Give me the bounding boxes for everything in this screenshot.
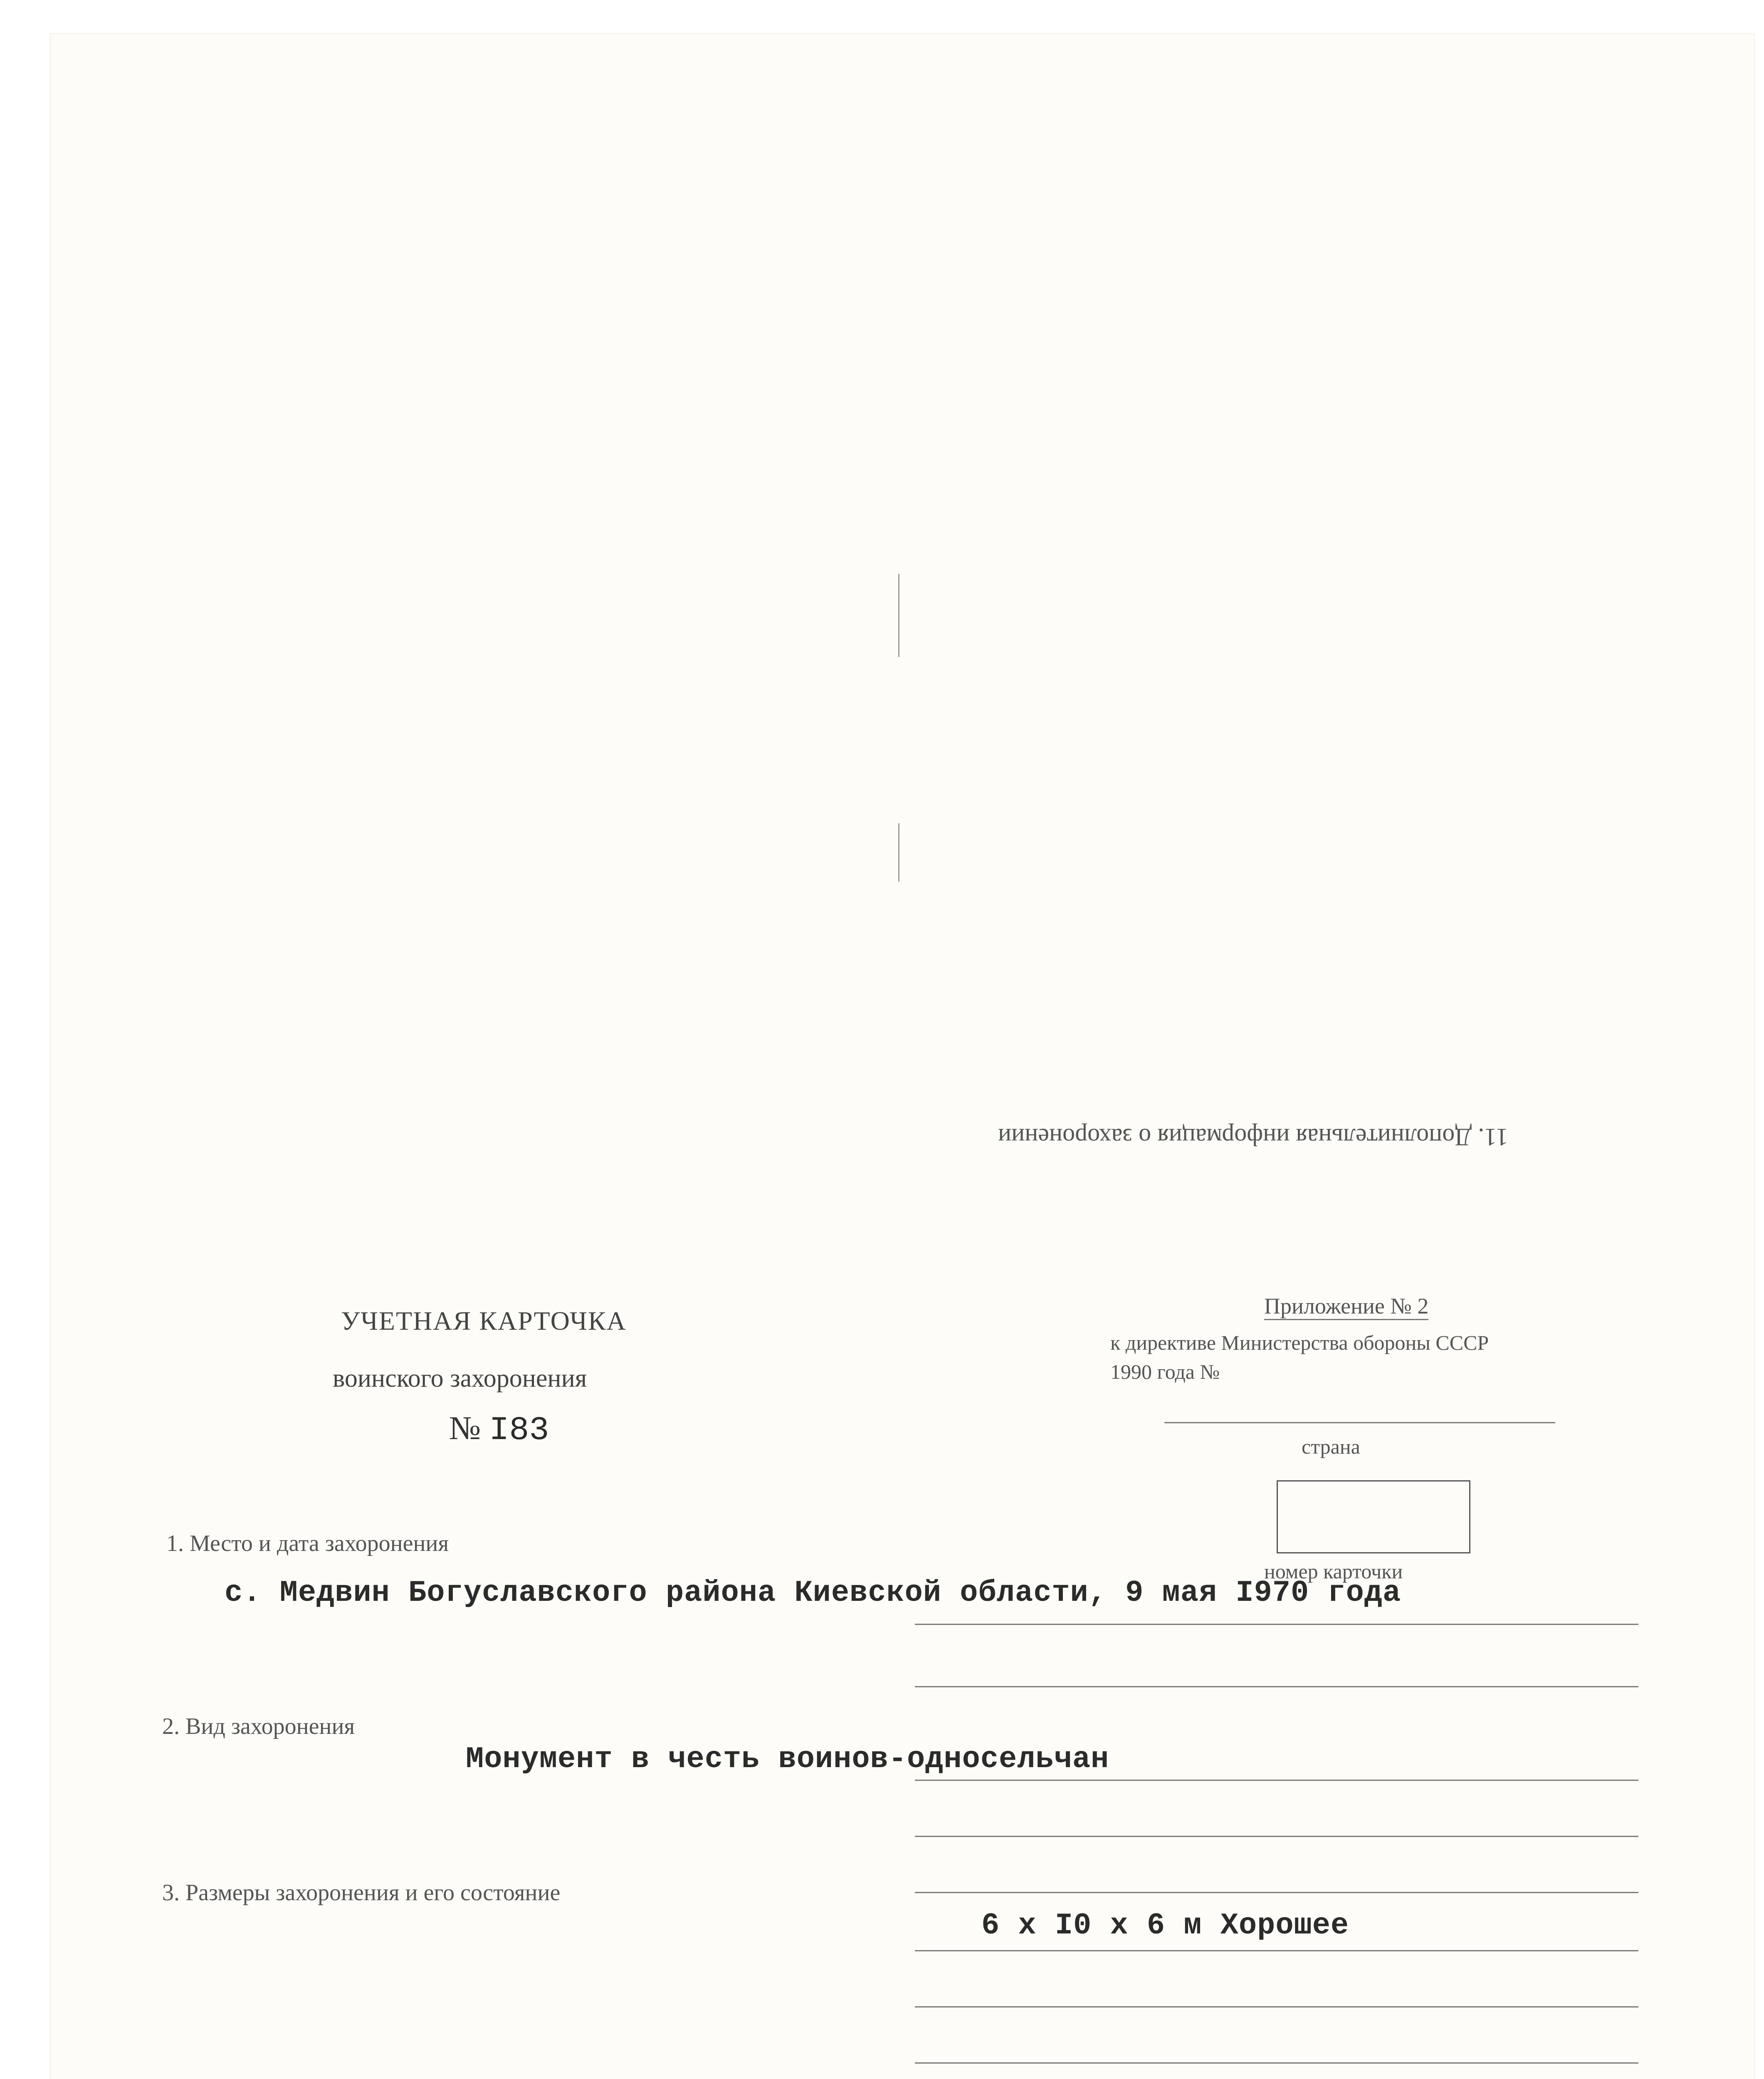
card-number — [449, 1410, 549, 1449]
card-number-value: I83 — [489, 1412, 549, 1449]
field3-label: 3. Размеры захоронения и его состояние — [162, 1880, 561, 1906]
appendix-directive: к директиве Министерства обороны СССР — [1110, 1331, 1489, 1354]
additional-info-note — [998, 1123, 1508, 1151]
card-title: УЧЕТНАЯ КАРТОЧКА — [341, 1306, 627, 1336]
card-number-box[interactable] — [1277, 1480, 1470, 1553]
appendix-label: Приложение № 2 — [1264, 1293, 1428, 1320]
field2-value: Монумент в честь воинов-односельчан — [466, 1742, 1109, 1776]
field1-line-2 — [915, 1686, 1638, 1687]
appendix-year: 1990 года № — [1110, 1360, 1220, 1383]
field1-line-1 — [915, 1624, 1638, 1625]
number-sign: № — [449, 1410, 481, 1447]
card-sheet — [50, 33, 1755, 2079]
field3-value: 6 х I0 х 6 м Хорошее — [981, 1909, 1349, 1943]
fold-mark-top — [898, 574, 899, 657]
additional-info-label: Дополнительная информация о захоронении — [998, 1123, 1472, 1151]
field2-line-3 — [915, 1892, 1638, 1893]
field3-line-1 — [915, 1950, 1638, 1951]
field1-label: 1. Место и дата захоронения — [166, 1531, 449, 1556]
card-subtitle: воинского захоронения — [333, 1364, 587, 1393]
field3-line-2 — [915, 2006, 1638, 2007]
card-number-label: номер карточки — [1264, 1560, 1403, 1583]
field2-line-2 — [915, 1836, 1638, 1837]
country-line — [1164, 1422, 1555, 1423]
field1-value: с. Медвин Богуславского района Киевской области, 9 мая I970 года — [225, 1576, 1401, 1610]
field2-line-1 — [915, 1780, 1638, 1781]
country-label: страна — [1302, 1435, 1360, 1458]
field3-line-3 — [915, 2062, 1638, 2064]
field2-label: 2. Вид захоронения — [162, 1714, 355, 1739]
fold-mark-middle — [898, 823, 899, 881]
additional-info-number: 11. — [1478, 1123, 1508, 1151]
